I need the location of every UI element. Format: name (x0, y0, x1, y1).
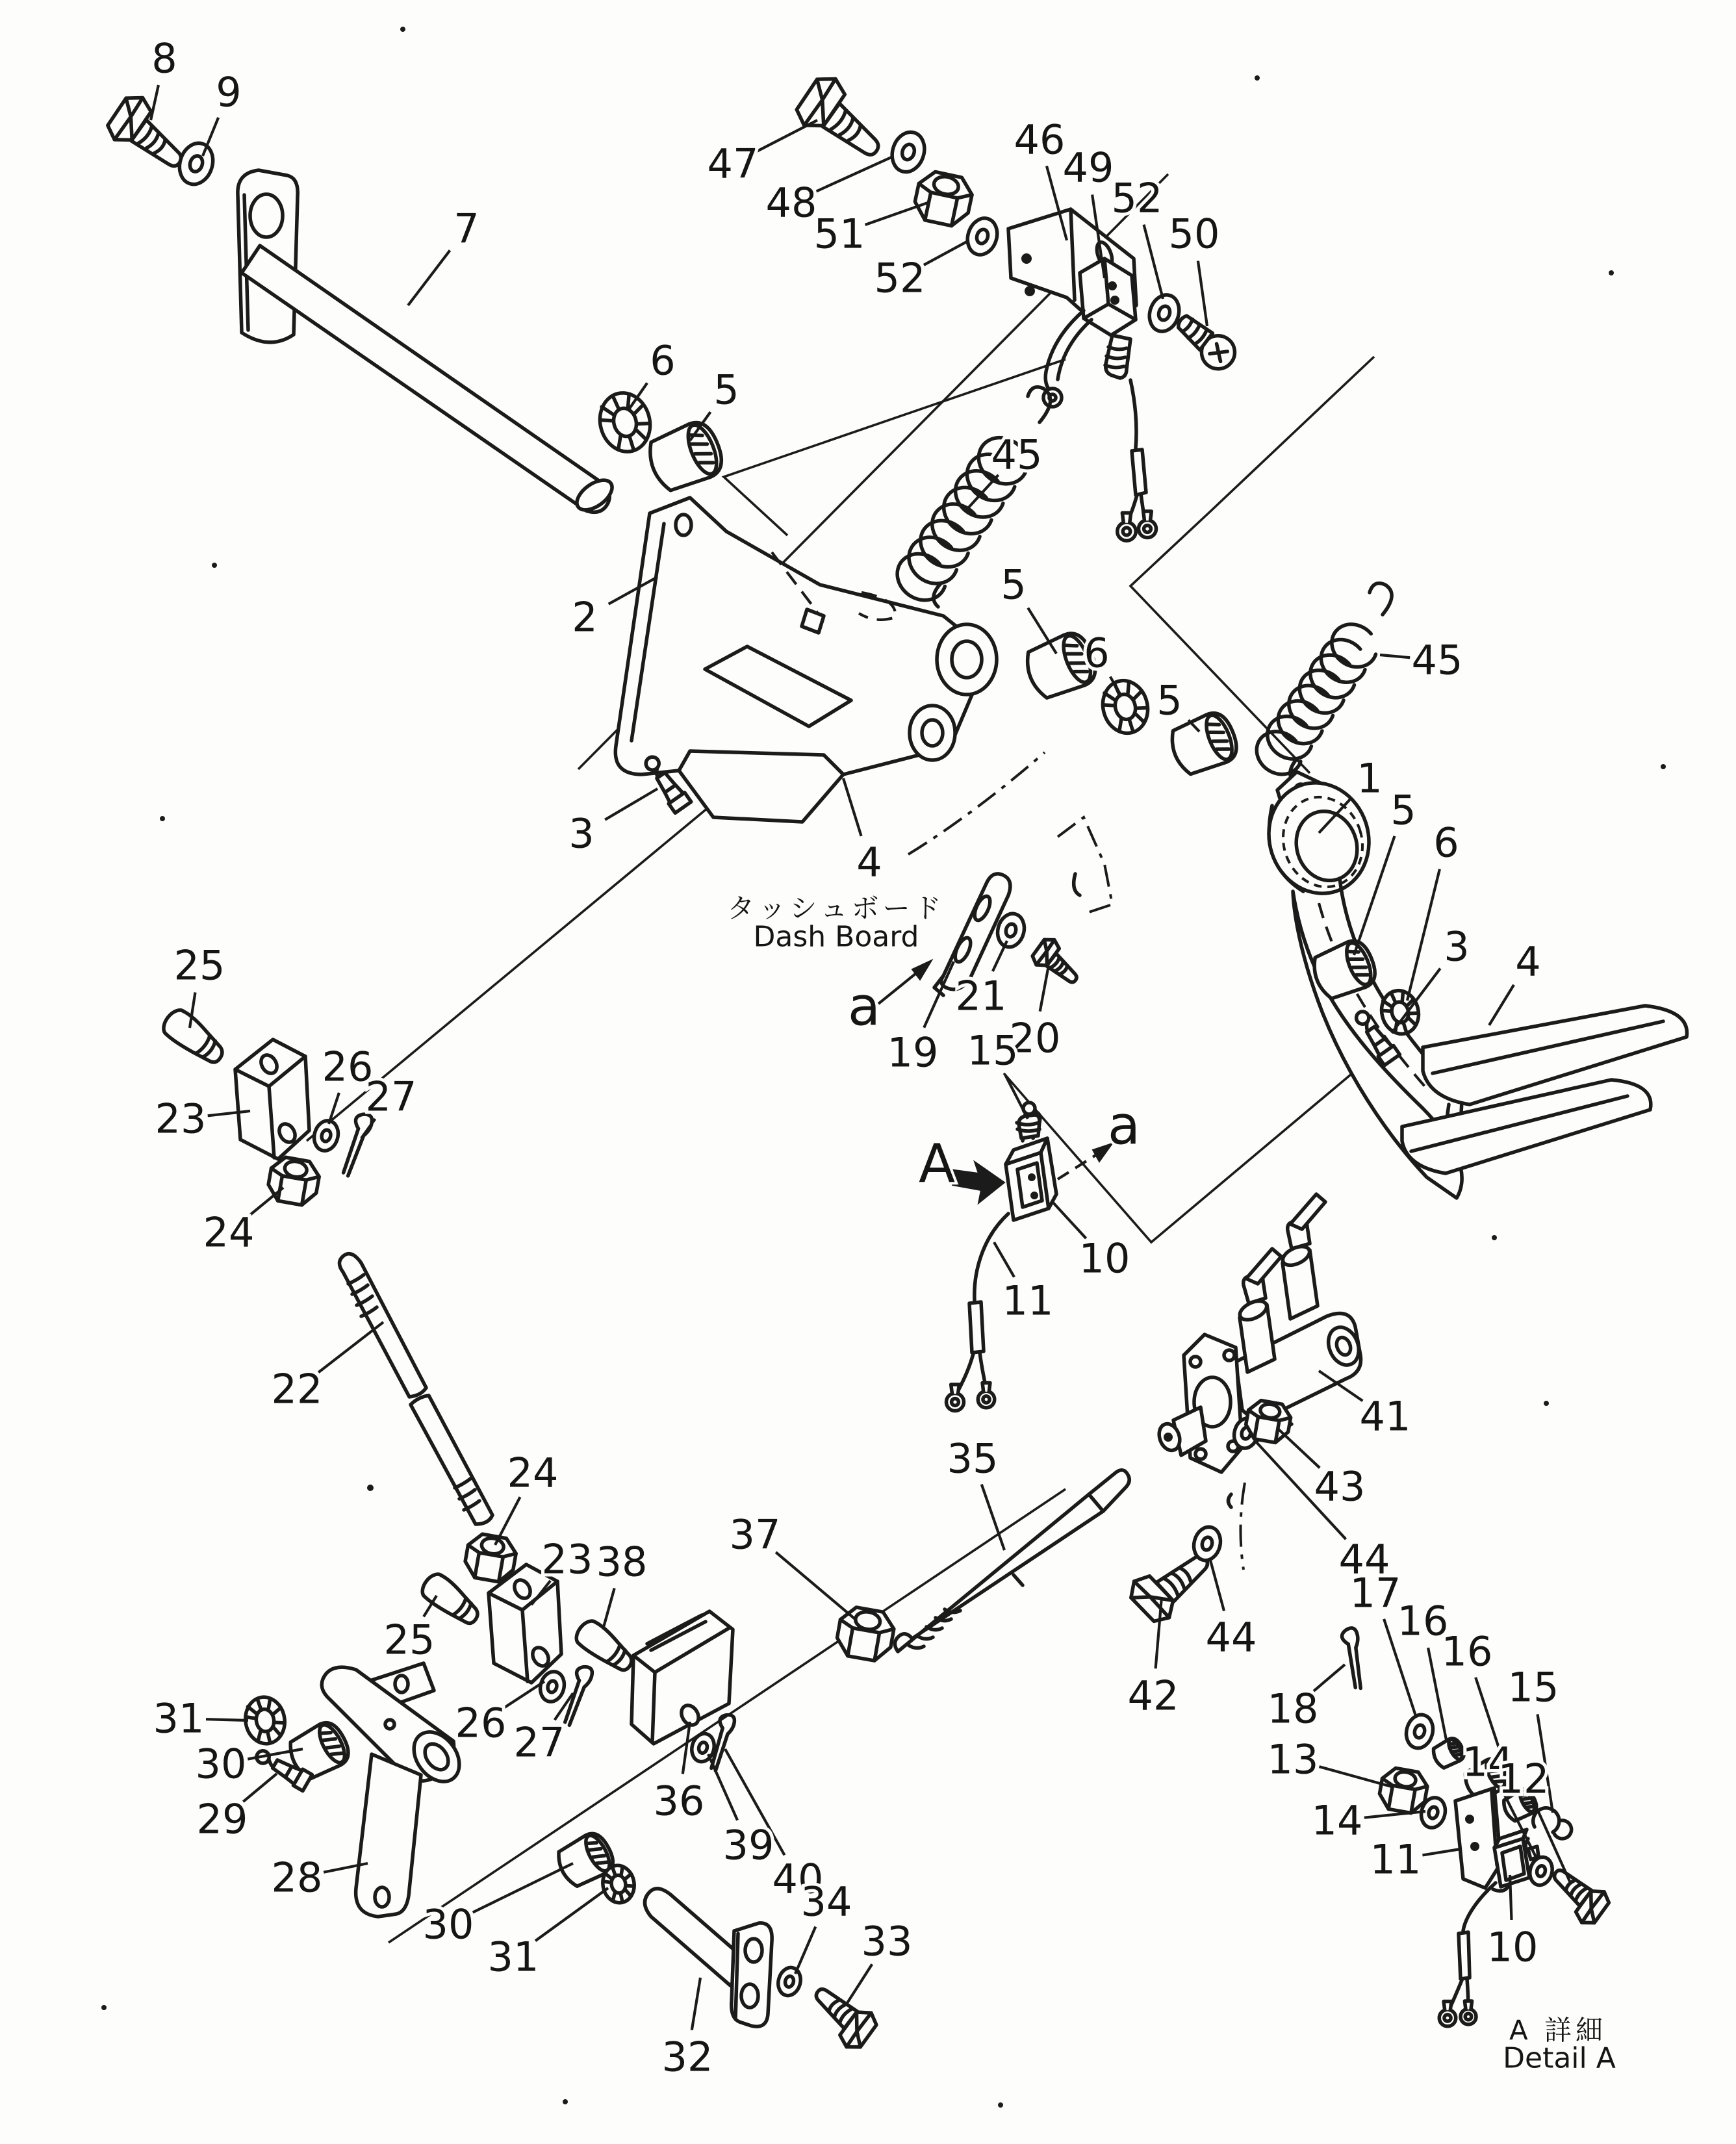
part-label-34-58: 34 (800, 1878, 852, 1926)
part-label-5-20: 5 (1390, 786, 1416, 834)
part-label-27-35: 27 (365, 1073, 417, 1121)
dashboard-label-en: Dash Board (753, 920, 919, 954)
part-label-21-27: 21 (955, 972, 1007, 1020)
part-label-52-6: 52 (874, 254, 926, 302)
part-label-20-28: 20 (1009, 1014, 1061, 1062)
pin-25 (159, 1006, 230, 1070)
leader-line-22 (318, 1322, 383, 1372)
part-label-44-45: 44 (1338, 1535, 1390, 1583)
part-label-18-63: 18 (1267, 1685, 1319, 1733)
part-label-12-72: 12 (1498, 1755, 1550, 1803)
block-36 (632, 1611, 733, 1744)
part-label-8-0: 8 (151, 34, 177, 83)
part-label-10-30: 10 (1079, 1234, 1130, 1283)
dashboard-label-jp: タッシュボード (727, 892, 945, 925)
part-label-17-64: 17 (1349, 1569, 1401, 1617)
stop-lamp-switch-10 (1006, 1103, 1056, 1220)
part-label-33-59: 33 (861, 1917, 913, 1965)
part-label-32-60: 32 (661, 2033, 713, 2081)
arrow-a-left (878, 960, 932, 1004)
part-label-a-75: a (847, 976, 881, 1038)
leader-line-21 (993, 941, 1007, 971)
part-label-24-36: 24 (203, 1208, 255, 1257)
bearing-6 (593, 387, 656, 457)
leader-line-7 (408, 250, 450, 305)
part-label-23-39: 23 (541, 1535, 593, 1583)
part-label-40-57: 40 (772, 1855, 824, 1903)
leader-line-11 (1423, 1849, 1461, 1855)
bushing-16a (1430, 1735, 1467, 1770)
leader-line-20 (1040, 965, 1049, 1012)
part-label-3-22: 3 (1444, 923, 1470, 971)
push-rod-35 (895, 1470, 1129, 1652)
leader-line-35 (982, 1485, 1004, 1550)
part-label-42-43: 42 (1127, 1672, 1179, 1720)
part-label-5-12: 5 (713, 366, 739, 414)
part-label-36-55: 36 (653, 1777, 705, 1825)
cotter-pin-27b (565, 1665, 593, 1728)
leader-line-8 (151, 85, 159, 120)
part-label-51-5: 51 (813, 210, 865, 258)
bracket-rod-7 (238, 170, 617, 516)
part-label-24-38: 24 (507, 1449, 559, 1497)
leader-line-31 (535, 1888, 608, 1941)
arrow-a-right (1058, 1143, 1112, 1179)
leader-line-11 (994, 1242, 1014, 1277)
washer-9 (174, 139, 218, 189)
bolt-33 (802, 1978, 882, 2054)
part-label-5-15: 5 (1001, 561, 1027, 609)
part-label-11-31: 11 (1002, 1277, 1054, 1325)
stop-lamp-switch-49 (1043, 259, 1156, 541)
part-label-23-33: 23 (155, 1095, 207, 1143)
part-label-4-25: 4 (856, 838, 882, 886)
leader-line-37 (776, 1552, 855, 1619)
part-label-52-9: 52 (1111, 174, 1163, 222)
part-label-6-11: 6 (650, 337, 676, 385)
leader-line-6 (1407, 869, 1440, 1001)
part-label-38-40: 38 (596, 1538, 648, 1586)
part-label-44-44: 44 (1205, 1613, 1257, 1661)
part-label-3-24: 3 (568, 810, 594, 858)
washer-48 (887, 128, 930, 176)
washer-52 (963, 214, 1002, 259)
part-label-50-10: 50 (1168, 210, 1220, 258)
alignment-lines (307, 174, 1374, 1943)
bearing-6b (1097, 676, 1154, 738)
leader-line-43 (1279, 1429, 1320, 1468)
washer-17 (1403, 1712, 1436, 1752)
part-label-25-48: 25 (383, 1616, 435, 1664)
part-label-4-23: 4 (1515, 938, 1541, 986)
cotter-pin-18 (1336, 1626, 1375, 1689)
leader-line-29 (243, 1774, 277, 1802)
part-label-45-14: 45 (991, 431, 1043, 479)
bolt-20 (1028, 935, 1086, 991)
leader-line-52 (924, 242, 967, 265)
washer-26 (311, 1118, 342, 1154)
part-label-26-34: 26 (322, 1043, 374, 1091)
part-label-27-50: 27 (513, 1718, 565, 1767)
part-label-10-73: 10 (1487, 1923, 1538, 1971)
lever-28 (322, 1663, 468, 1917)
leader-line-10 (1510, 1875, 1512, 1920)
nut-24 (266, 1155, 321, 1207)
part-label-31-62: 31 (487, 1933, 539, 1981)
bushing-5 (643, 417, 728, 496)
leader-line-4 (843, 778, 862, 836)
leader-line-19 (924, 962, 954, 1028)
part-label-48-4: 48 (765, 179, 817, 227)
part-label-14-71: 14 (1462, 1738, 1514, 1786)
part-label-43-46: 43 (1314, 1462, 1366, 1511)
part-label-31-51: 31 (153, 1694, 205, 1742)
leader-line-47 (757, 120, 817, 151)
part-label-26-49: 26 (455, 1699, 507, 1747)
part-label-15-29: 15 (967, 1027, 1019, 1075)
leader-line-38 (603, 1589, 615, 1630)
detail-a-label-jp: A 詳細 (1509, 2014, 1607, 2047)
part-label-6-16: 6 (1084, 629, 1110, 677)
leader-line-27 (361, 1119, 376, 1138)
part-label-6-21: 6 (1433, 819, 1459, 867)
part-label-47-3: 47 (707, 140, 759, 188)
bearing-31 (242, 1694, 288, 1746)
part-label-39-56: 39 (722, 1821, 774, 1869)
leader-line-10 (1053, 1202, 1086, 1238)
leader-line-51 (865, 203, 928, 225)
leader-line-13 (1320, 1767, 1392, 1787)
part-label-22-37: 22 (271, 1365, 323, 1413)
part-label-41-47: 41 (1359, 1392, 1411, 1440)
part-label-7-2: 7 (453, 205, 479, 253)
leader-line-30 (473, 1863, 573, 1913)
switch-wire-11 (947, 1214, 1009, 1411)
part-label-14-69: 14 (1311, 1796, 1363, 1844)
leader-line-32 (692, 1978, 700, 2030)
leader-line-50 (1198, 261, 1207, 326)
spring-45-right (1248, 583, 1392, 783)
part-label-1-19: 1 (1357, 754, 1383, 802)
clevis-block-23 (235, 1040, 309, 1159)
part-label-46-7: 46 (1014, 116, 1066, 164)
part-label-5-17: 5 (1156, 676, 1182, 724)
part-label-9-1: 9 (216, 68, 242, 116)
part-label-A-74: A (918, 1133, 956, 1195)
arrow-A (950, 1162, 1004, 1203)
nut-37 (834, 1605, 897, 1663)
part-label-30-61: 30 (422, 1900, 474, 1948)
pedal-bracket-2 (615, 498, 997, 822)
part-label-35-42: 35 (947, 1435, 999, 1483)
shaft-32 (645, 1889, 772, 2026)
leader-line-31 (206, 1719, 248, 1720)
leader-line-3 (605, 789, 657, 820)
part-label-25-32: 25 (173, 941, 225, 989)
cotter-pin-27 (343, 1112, 373, 1178)
leader-line-45 (1380, 655, 1410, 657)
detail-a-label-en: Detail A (1503, 2041, 1616, 2075)
rod-22 (339, 1254, 492, 1524)
leader-line-33 (846, 1964, 872, 2005)
part-label-30-52: 30 (195, 1740, 247, 1788)
leader-line-4 (1489, 985, 1514, 1025)
washer-34 (775, 1965, 804, 1998)
part-label-49-8: 49 (1062, 144, 1114, 192)
part-label-11-70: 11 (1370, 1835, 1422, 1883)
part-label-15-67: 15 (1507, 1663, 1559, 1711)
part-label-a-76: a (1107, 1095, 1141, 1157)
part-label-2-13: 2 (572, 593, 598, 641)
part-label-16-66: 16 (1441, 1627, 1493, 1676)
nut-51 (912, 169, 975, 229)
leader-line-34 (795, 1927, 815, 1974)
part-label-37-41: 37 (729, 1511, 781, 1559)
part-label-19-26: 19 (887, 1028, 939, 1077)
part-label-16-65: 16 (1397, 1597, 1449, 1645)
part-label-13-68: 13 (1267, 1735, 1319, 1783)
part-label-45-18: 45 (1411, 636, 1463, 684)
part-label-29-53: 29 (196, 1795, 248, 1843)
leader-line-44 (1210, 1558, 1224, 1611)
leader-line-52 (1144, 225, 1164, 299)
part-label-28-54: 28 (271, 1854, 323, 1902)
bearing-6c (1377, 986, 1423, 1038)
leader-line-48 (816, 157, 891, 192)
leader-line-14 (1364, 1811, 1425, 1818)
leader-line-26 (504, 1681, 544, 1708)
bolt-47 (790, 70, 896, 170)
